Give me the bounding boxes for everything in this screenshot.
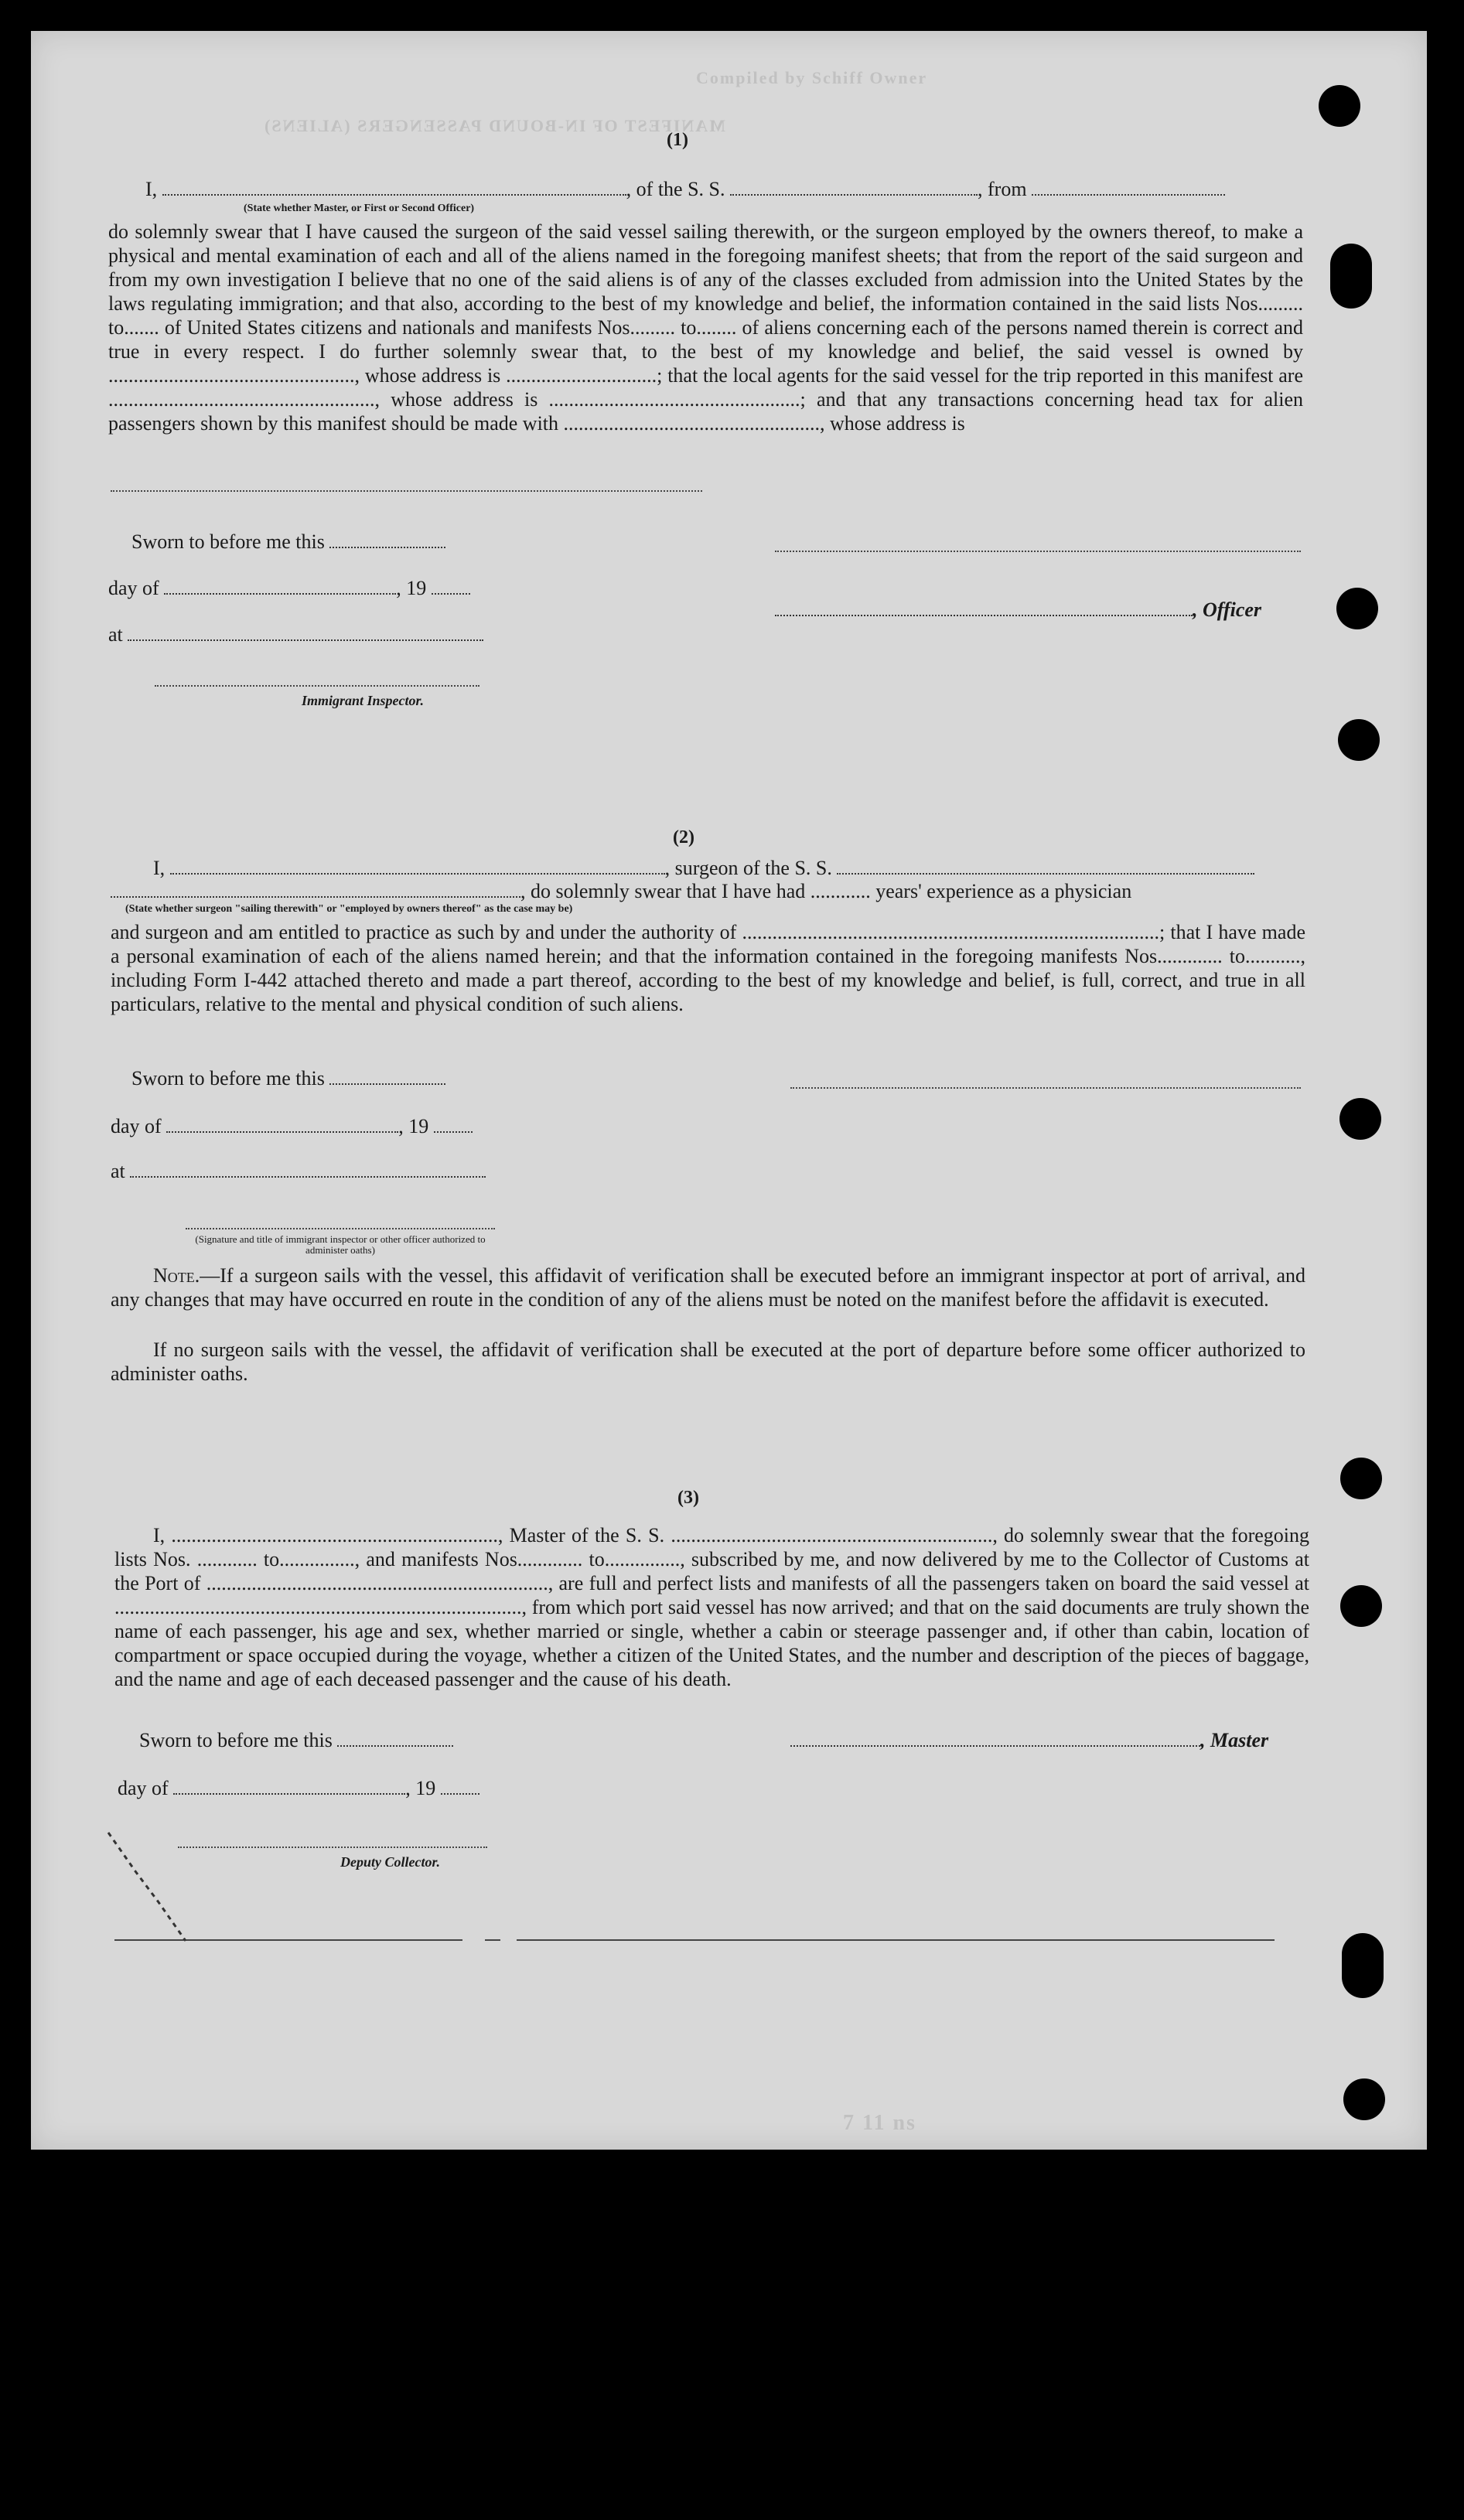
sworn-label: Sworn to before me this — [139, 1729, 333, 1751]
month-blank[interactable] — [173, 1793, 405, 1795]
inspector-signature-line[interactable] — [155, 685, 479, 687]
year-blank[interactable] — [432, 593, 470, 595]
section-1-i: I, — [145, 178, 158, 200]
section-3-number: (3) — [677, 1488, 699, 1508]
year-label: , 19 — [396, 577, 427, 599]
punch-hole — [1340, 1585, 1382, 1627]
section-1-of-ss: , of the S. S. — [626, 178, 725, 200]
sworn-day-blank[interactable] — [329, 1083, 445, 1085]
bottom-rule-mid — [485, 1939, 500, 1941]
at-place-blank[interactable] — [130, 1176, 486, 1178]
section-2-at — [111, 1160, 486, 1183]
section-1-from: , from — [978, 178, 1027, 200]
surgeon-note-2: If no surgeon sails with the vessel, the affidavit of verification shall be executed at the port of departure before some officer authorized to administer oaths. — [111, 1338, 1305, 1385]
years-experience-text: , do solemnly swear that I have had ............ years' experience as a physician — [520, 880, 1132, 902]
note-lead: Note. — [153, 1264, 200, 1287]
section-2-body: and surgeon and am entitled to practice as such by and under the authority of ...................................................................................; that I have made a personal examination of each of the aliens named herein; and that the information contained in the foregoing manifests Nos............. to..........., including Form I-442 attached thereto and made a part thereof, according to the best of my knowledge and belief, is full, correct, and true in all particulars, relative to the mental and physical condition of such aliens. — [111, 921, 1305, 1015]
surgeon-of-ss: , surgeon of the S. S. — [664, 857, 832, 879]
sworn-day-blank[interactable] — [337, 1745, 453, 1747]
at-place-blank[interactable] — [128, 639, 483, 641]
section-2-sworn — [131, 1067, 445, 1090]
section-2-number: (2) — [673, 827, 694, 847]
month-blank[interactable] — [166, 1131, 398, 1133]
officer-label: , Officer — [1193, 598, 1262, 621]
deputy-collector-label: Deputy Collector. — [340, 1854, 440, 1870]
collector-signature-line[interactable] — [178, 1847, 487, 1848]
section-2-caption: (State whether surgeon "sailing therewith" or "employed by owners thereof" as the case may be) — [125, 903, 573, 915]
faded-header-line-2: MANIFEST OF IN-BOUND PASSENGERS (ALIENS) — [263, 116, 725, 135]
punch-hole — [1342, 1933, 1384, 1998]
day-of-label: day of — [118, 1777, 169, 1799]
section-2-vessel-blank[interactable] — [837, 873, 1254, 875]
punch-hole — [1340, 1458, 1382, 1499]
day-of-label: day of — [108, 577, 159, 599]
punch-hole — [1336, 588, 1378, 629]
month-blank[interactable] — [164, 593, 396, 595]
document-page — [31, 31, 1427, 2150]
address-blank[interactable] — [111, 490, 702, 492]
section-2-i: I, — [153, 857, 166, 879]
immigrant-inspector-label: Immigrant Inspector. — [302, 693, 425, 708]
section-2-day — [111, 1115, 473, 1138]
surgeon-signature-line[interactable] — [790, 1087, 1301, 1089]
year-blank[interactable] — [434, 1131, 473, 1133]
signature-title-caption: (Signature and title of immigrant inspector or other officer authorized to administer oaths) — [195, 1233, 486, 1256]
punch-hole — [1319, 85, 1360, 127]
section-3-day — [118, 1777, 479, 1800]
section-1-oath-line — [145, 178, 1225, 201]
officer-name-blank[interactable] — [162, 194, 626, 196]
surgeon-status-blank[interactable] — [111, 896, 520, 898]
section-3-sworn — [139, 1729, 453, 1752]
faded-header-line-1: Compiled by Schiff Owner — [696, 68, 928, 87]
year-label: , 19 — [398, 1115, 429, 1137]
officer-title-blank[interactable] — [775, 615, 1193, 616]
section-2-line-2 — [111, 880, 1131, 903]
punch-hole — [1339, 1098, 1381, 1140]
surgeon-name-blank[interactable] — [170, 873, 665, 875]
master-label: , Master — [1200, 1729, 1269, 1751]
section-3-body: I, ................................................................., Master of the S. S. ................................................................, do solemnly swear that the foregoing lists Nos. ............ to..............., and manifests Nos............. to..............., subscribed by me, and now delivered by me to the Collector of Customs at the Port of ...................................................................., are full and perfect lists and manifests of all the passengers taken on board the said vessel at ................................................................................., from which port said vessel has now arrived; and that on the said documents are truly shown the name of each passenger, his age and sex, whether married or single, whether a cabin or steerage passenger and, if other than cabin, location of compartment or space occupied during the voyage, whether a citizen of the United States, and the number and description of the pieces of baggage, and the name and age of each deceased passenger and the cause of his death. — [114, 1524, 1309, 1690]
officer-signature-line[interactable] — [775, 551, 1301, 552]
punch-hole — [1343, 2078, 1385, 2120]
from-port-blank[interactable] — [1032, 194, 1225, 196]
at-label: at — [108, 623, 123, 646]
at-label: at — [111, 1160, 125, 1182]
section-1-at — [108, 623, 483, 646]
section-1-sworn — [131, 530, 445, 554]
year-label: , 19 — [405, 1777, 436, 1799]
day-of-label: day of — [111, 1115, 162, 1137]
bottom-rule-right — [517, 1939, 1275, 1941]
vessel-name-blank[interactable] — [730, 194, 978, 196]
section-3-master — [790, 1729, 1268, 1752]
pen-mark-icon — [104, 1825, 197, 1949]
section-1-day — [108, 577, 470, 600]
section-2-oath-line — [153, 857, 1254, 880]
section-1-body: do solemnly swear that I have caused the surgeon of the said vessel sailing therewith, or the surgeon employed by the owners thereof, to make a physical and mental examination of each and all of the aliens named in the foregoing manifest sheets; that from the report of the said surgeon and from my own investigation I believe that no one of the said aliens is of any of the classes excluded from admission into the United States by the laws regulating immigration; and that also, according to the best of my knowledge and belief, the information contained in the said lists Nos......... to....... of United States citizens and nationals and manifests Nos......... to........ of aliens concerning each of the persons named therein is correct and true in every respect. I do further solemnly swear that, to the best of my knowledge and belief, the said vessel is owned by ................................................., whose address is ..............................; that the local agents for the said vessel for the trip reported in this manifest are ....................................................., whose address is ..................................................; and that any transactions concerning head tax for alien passengers shown by this manifest should be made with ..................................................., whose address is — [108, 220, 1303, 435]
inspector-signature-line[interactable] — [186, 1228, 495, 1229]
punch-hole — [1330, 244, 1372, 309]
sworn-label: Sworn to before me this — [131, 530, 325, 553]
punch-hole — [1338, 719, 1380, 761]
section-1-number: (1) — [667, 130, 688, 150]
section-1-officer — [775, 598, 1261, 622]
sworn-day-blank[interactable] — [329, 547, 445, 548]
sworn-label: Sworn to before me this — [131, 1067, 325, 1089]
surgeon-note — [111, 1263, 1305, 1311]
section-1-caption: (State whether Master, or First or Second Officer) — [244, 203, 475, 214]
year-blank[interactable] — [441, 1793, 479, 1795]
master-signature-line[interactable] — [790, 1745, 1200, 1747]
footer-mark: 7 11 ns — [843, 2111, 916, 2135]
note-text-1: —If a surgeon sails with the vessel, this affidavit of verification shall be executed before an immigrant inspector at port of arrival, and any changes that may have occurred en route in the condition of any of the aliens must be noted on the manifest before the affidavit is executed. — [111, 1264, 1305, 1311]
